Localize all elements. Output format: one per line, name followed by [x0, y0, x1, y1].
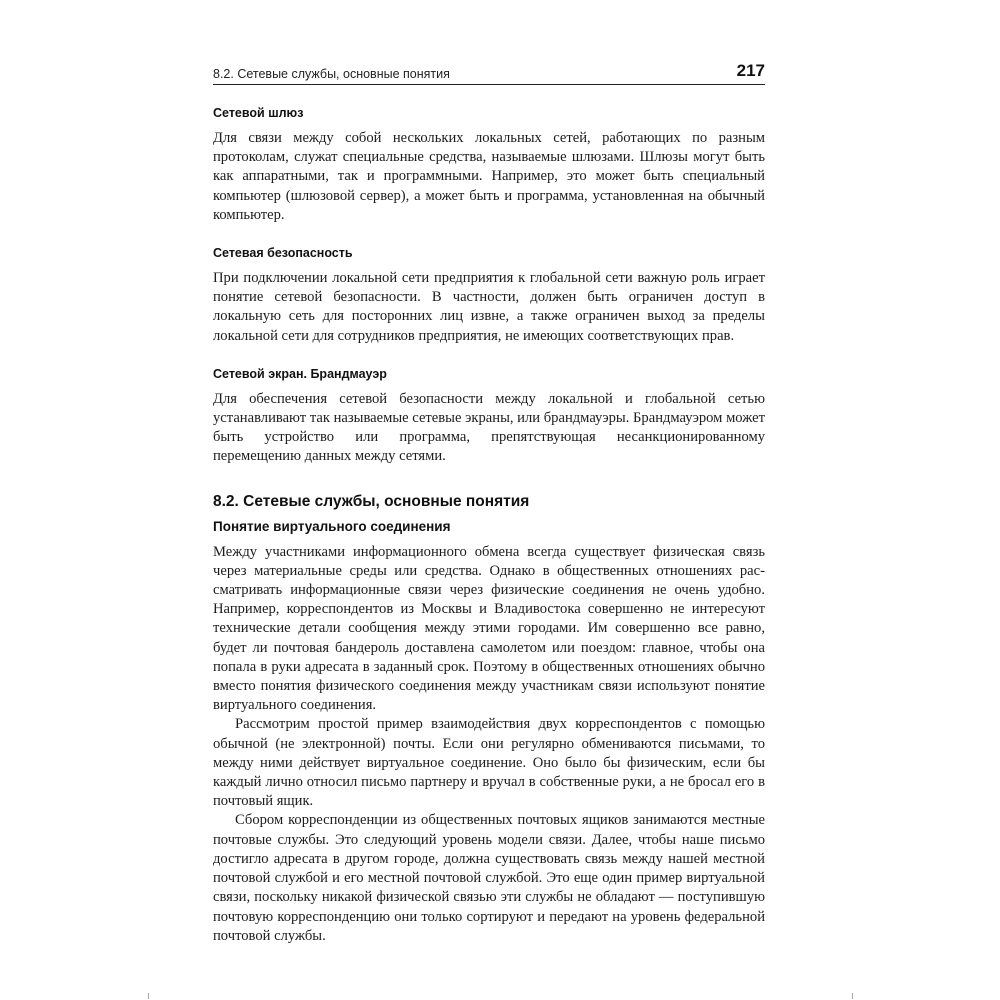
virtual-connection-paragraph-3: Сбором корреспонденции из общественных почтовых ящиков занимаются местные почтовые службы. Это следующий уровень модели связи. Далее, чтобы наше письмо достигло адресата в другом городе, должна существовать связь между нашей местной почтовой службой и его местной почтовой службой. Это еще один пример виртуальной связи, поскольку никакой физической связью эти службы не обладают — поступившую почтовую корреспонденцию они только сортируют и передают на уровень федеральной почтовой службы.	[213, 812, 765, 944]
crop-mark-left	[148, 993, 149, 999]
gateway-heading: Сетевой шлюз	[213, 106, 304, 120]
running-head	[213, 57, 765, 85]
virtual-connection-paragraph-1: Между участниками информационного обмена всегда существует физическая связь через материальные среды или средства. Однако в общественных отношениях рассматривать информационные связи через физические соединения не очень удобно. Например, корреспондентов из Москвы и Владивостока совершенно не интересуют технические детали сообщения между этими городами. Им совершенно все равно, будет ли почтовая бандероль доставлена самолетом или поездом: главное, чтобы она попала в руки адресата в заданный срок. Поэтому в общественных отношениях обычно вместо понятия физического соединения между участникам связи используют понятие виртуального соединения.	[213, 543, 765, 714]
security-heading: Сетевая безопасность	[213, 246, 353, 261]
firewall-paragraph: Для обеспечения сетевой безопасности между локальной и глобальной сетью устанавливают так называемые сетевые экраны, или брандмауэры. Брандмауэром может быть устройство или программа, препятствующая несанкционированному перемещению данных между сетями.	[213, 390, 765, 465]
crop-mark-right	[852, 993, 853, 999]
running-head-title: 8.2. Сетевые службы, основные понятия	[213, 67, 450, 81]
gateway-paragraph: Для связи между собой нескольких локальных сетей, работающих по разным протоколам, служат специальные средства, называемые шлюзами. Шлюзы могут быть как аппаратными, так и программными. Например, это может быть специальный компьютер (шлюзовой сервер), а может быть и программа, установленная на обычный компьютер.	[213, 130, 765, 223]
security-paragraph: При подключении локальной сети предприятия к глобальной сети важную роль играет понятие сетевой безопасности. В частности, должен быть ограничен доступ в локальную сеть для посторонних лиц извне, а также ограничен выход за пределы локальной сети для сотрудников предприятия, не имеющих соответствующих прав.	[213, 270, 765, 344]
firewall-heading: Сетевой экран. Брандмауэр	[213, 366, 387, 381]
subsection-heading: Понятие виртуального соединения	[213, 518, 451, 534]
page-number: 217	[736, 61, 765, 80]
virtual-connection-paragraph-2: Рассмотрим простой пример взаимодействия двух корреспондентов с помощью обычной (не электронной) почты. Если они регулярно обмениваются письмами, то между ними действует виртуальное соединение. Оно было бы физическим, если бы каждый лично относил письмо партнеру и вручал в собственные руки, а не бросал его в почтовый ящик.	[213, 716, 765, 810]
section-heading: 8.2. Сетевые службы, основные понятия	[213, 492, 530, 510]
book-page	[213, 57, 765, 946]
